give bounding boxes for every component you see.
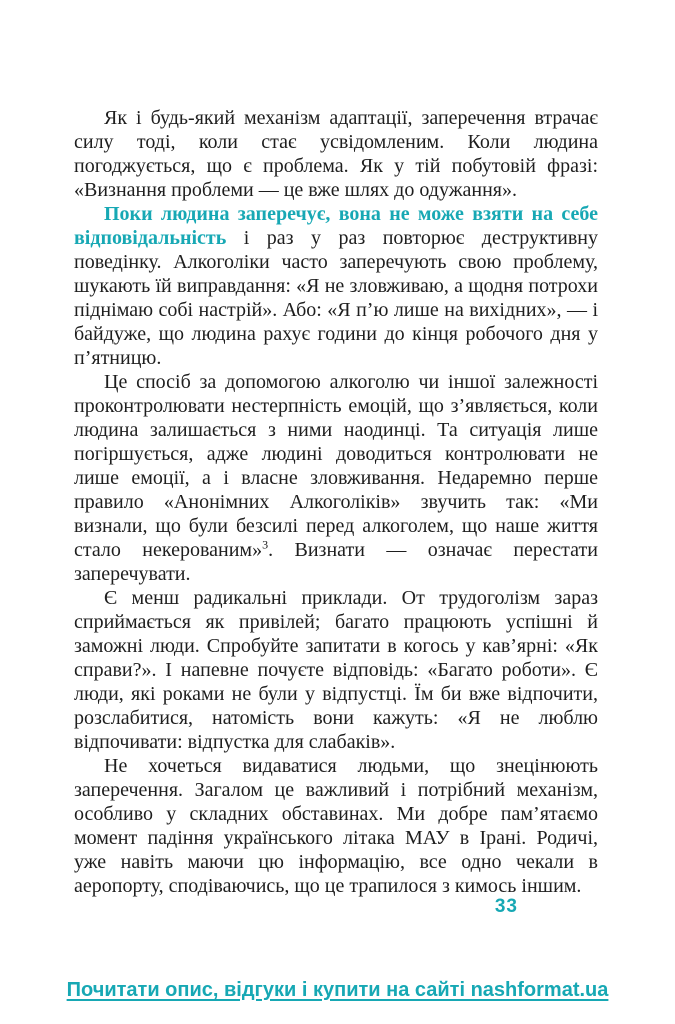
highlighted-text: Поки людина заперечує, вона не може взяти на себе відповідальність bbox=[74, 203, 598, 249]
store-link[interactable]: Почитати опис, відгуки і купити на сайті nashformat.ua bbox=[66, 979, 609, 1001]
paragraph bbox=[74, 202, 598, 370]
paragraph bbox=[74, 754, 598, 898]
footer bbox=[0, 979, 675, 1002]
text-run: і раз у раз повторює деструктивну поведінку. Алкоголіки часто заперечують свою проблему, шукають їй виправдання: «Я не зловживаю, а щодня потрохи піднімаю собі настрій». Або: «Я п’ю лише на вихідних», — і байдуже, що людина рахує години до кінця робочого дня у п’ятницю. bbox=[74, 227, 598, 369]
paragraph bbox=[74, 370, 598, 586]
text-run: . Визнати — означає перестати заперечувати. bbox=[74, 539, 598, 585]
paragraph bbox=[74, 586, 598, 754]
footnote-marker: 3 bbox=[262, 537, 269, 552]
text-run: Це спосіб за допомогою алкоголю чи іншої залежності проконтролювати нестерпність емоцій, що з’являється, коли людина залишається з ними наодинці. Та ситуація лише погіршується, адже людині доводиться контролювати не лише емоції, а і власне зловживання. Недаремно перше правило «Анонімних Алкоголіків» звучить так: «Ми визнали, що були безсилі перед алкоголем, що наше життя стало некерованим» bbox=[74, 371, 598, 561]
page-number: 33 bbox=[494, 896, 518, 917]
text-run: Не хочеться видаватися людьми, що знецінюють заперечення. Загалом це важливий і потрібний механізм, особливо у складних обставинах. Ми добре пам’ятаємо момент падіння українського літака МАУ в Ірані. Родичі, уже навіть маючи цю інформацію, все одно чекали в аеропорту, сподіваючись, що це трапилося з кимось іншим. bbox=[74, 755, 598, 897]
paragraph bbox=[74, 106, 598, 202]
body-text bbox=[74, 106, 598, 898]
text-run: Є менш радикальні приклади. От трудоголізм зараз сприймається як привілей; багато працюють успішні й заможні люди. Спробуйте запитати в когось у кав’ярні: «Як справи?». І напевне почуєте відповідь: «Багато роботи». Є люди, які роками не були у відпустці. Їм би вже відпочити, розслабитися, натомість вони кажуть: «Я не люблю відпочивати: відпустка для слабаків». bbox=[74, 587, 598, 753]
text-run: Як і будь-який механізм адаптації, заперечення втрачає силу тоді, коли стає усвідомленим. Коли людина погоджується, що є проблема. Як у тій побутовій фразі: «Визнання проблеми — це вже шлях до одужання». bbox=[74, 107, 598, 201]
